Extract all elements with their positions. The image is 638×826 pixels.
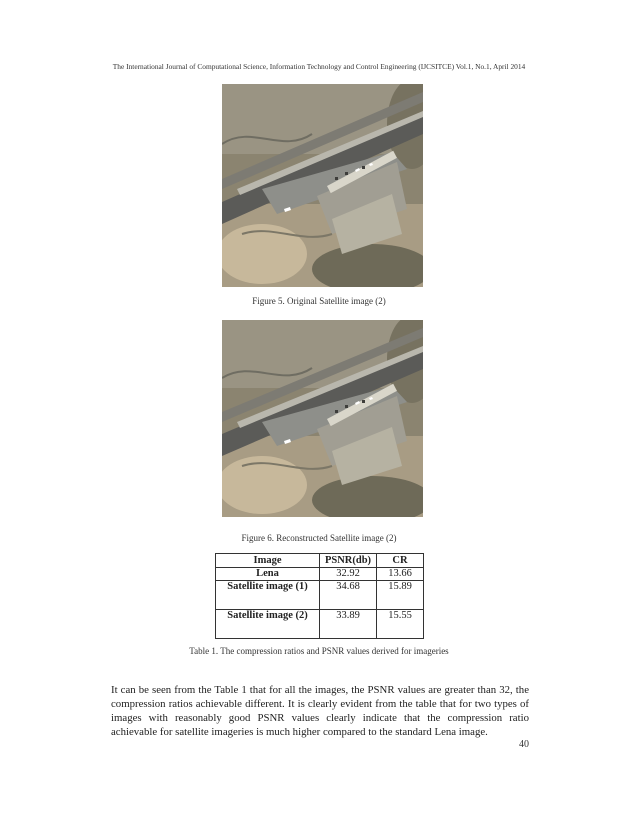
figure-6-caption: Figure 6. Reconstructed Satellite image (2) xyxy=(241,533,397,543)
figure-5-caption: Figure 5. Original Satellite image (2) xyxy=(252,296,386,306)
table-1-caption: Table 1. The compression ratios and PSNR values derived for imageries xyxy=(189,646,449,656)
row-psnr: 33.89 xyxy=(320,610,377,639)
row-image-name: Satellite image (1) xyxy=(216,581,320,610)
table-row xyxy=(216,581,424,610)
header-cr: CR xyxy=(377,554,424,568)
row-psnr: 34.68 xyxy=(320,581,377,610)
row-cr: 13.66 xyxy=(377,568,424,581)
row-cr: 15.89 xyxy=(377,581,424,610)
reconstructed-satellite-image xyxy=(222,320,423,517)
row-image-name: Satellite image (2) xyxy=(216,610,320,639)
table-header-row xyxy=(216,554,424,568)
header-image: Image xyxy=(216,554,320,568)
results-table xyxy=(215,553,424,639)
row-cr: 15.55 xyxy=(377,610,424,639)
table-row xyxy=(216,610,424,639)
page-number: 40 xyxy=(519,739,529,750)
header-psnr: PSNR(db) xyxy=(320,554,377,568)
body-paragraph: It can be seen from the Table 1 that for all the images, the PSNR values are greater than 32, the compression ratios achievable different. It is clearly evident from the table that for two types of images with reasonably good PSNR values clearly indicate that the compression ratio achievable for satellite imageries is much higher compared to the standard Lena image. xyxy=(111,683,529,738)
row-psnr: 32.92 xyxy=(320,568,377,581)
table-row xyxy=(216,568,424,581)
journal-header: The International Journal of Computational Science, Information Technology and Control Engineering (IJCSITCE) Vol.1, No.1, April 2014 xyxy=(112,62,526,71)
row-image-name: Lena xyxy=(216,568,320,581)
original-satellite-image xyxy=(222,84,423,287)
